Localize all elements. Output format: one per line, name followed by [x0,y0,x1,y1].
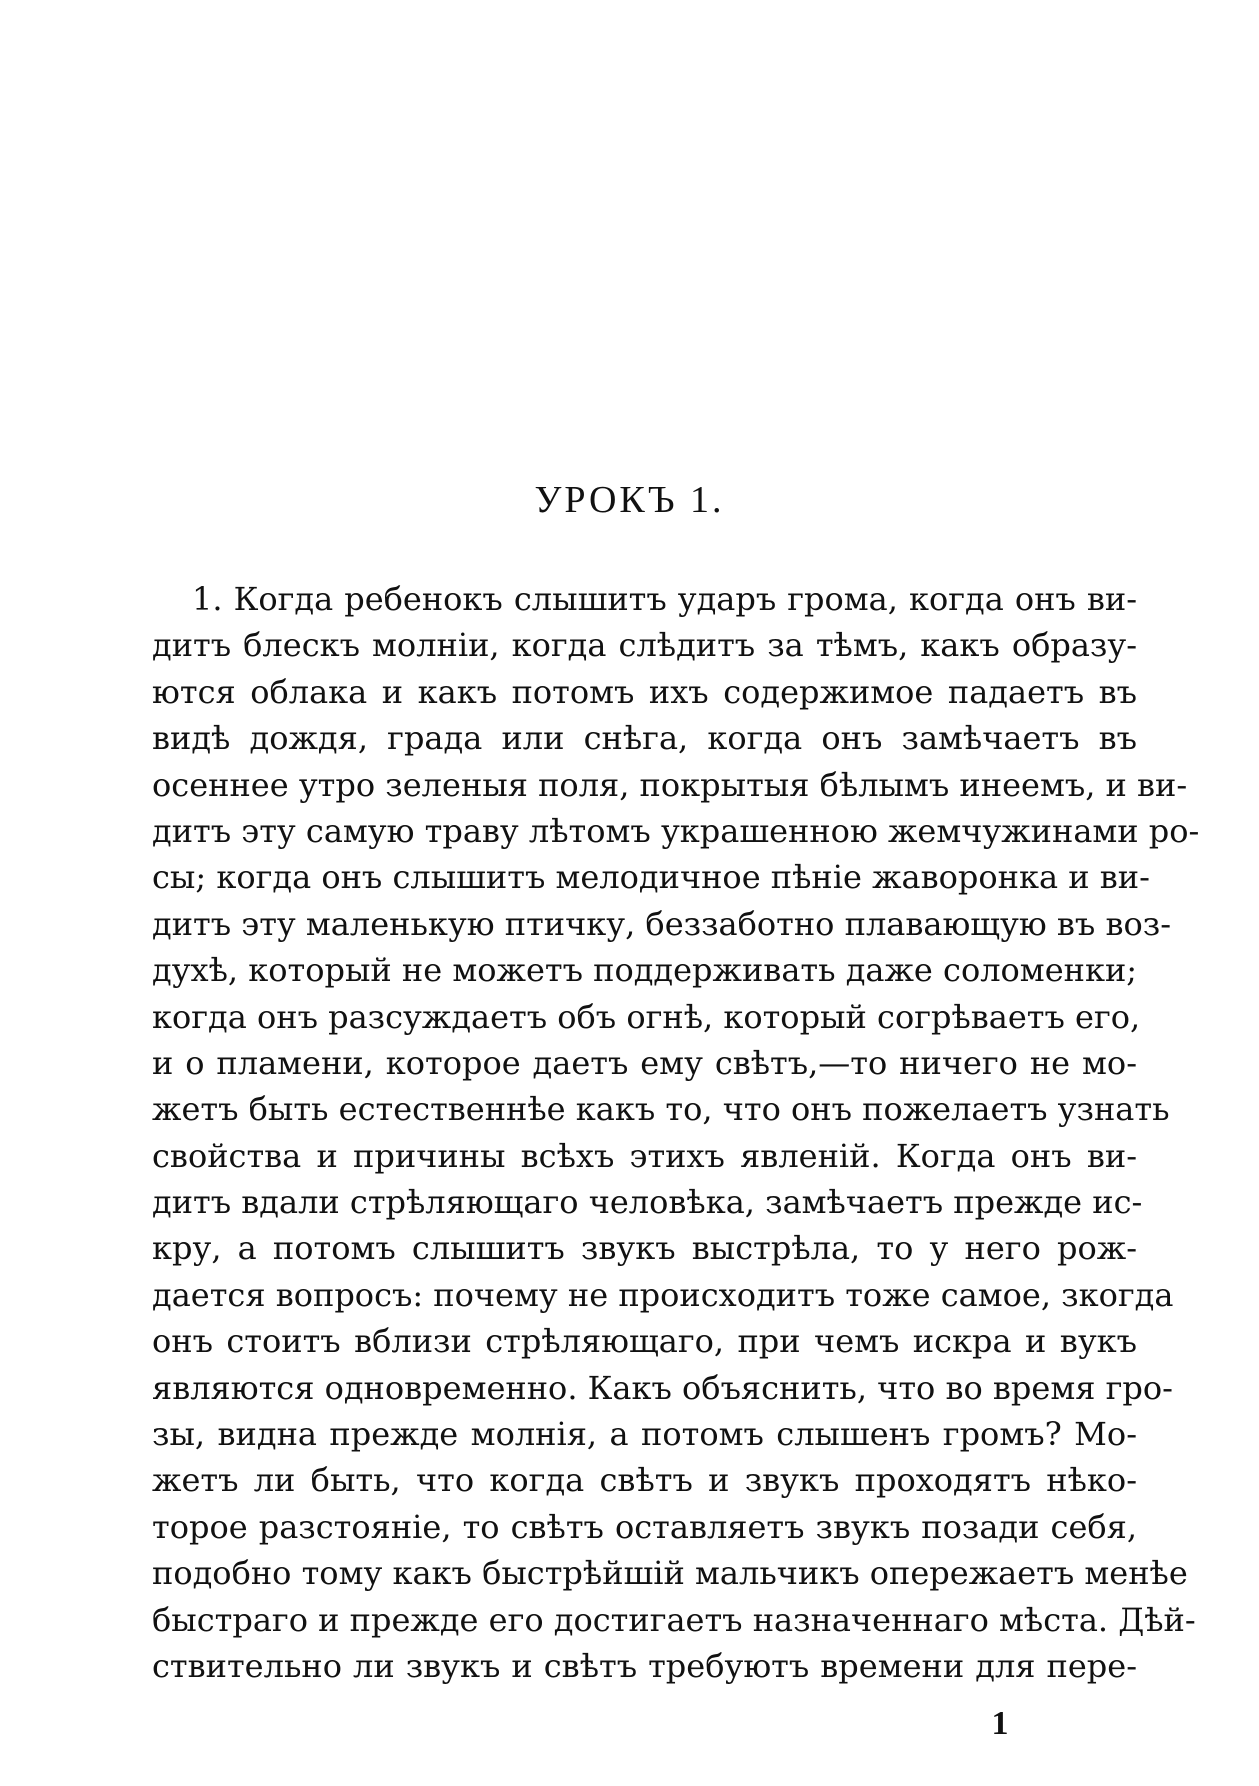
text-line: торое разстояніе, то свѣтъ оставляетъ звукъ позади себя, [152,1507,1137,1546]
text-line: когда онъ разсуждаетъ объ огнѣ, который согрѣваетъ его, [152,997,1141,1036]
text-line: свойства и причины всѣхъ этихъ явленій. Когда онъ ви- [152,1136,1137,1175]
text-line: дитъ эту самую траву лѣтомъ украшенною жемчужинами ро- [152,811,1200,850]
text-line: видѣ дождя, града или снѣга, когда онъ замѣчаетъ въ [152,719,1137,758]
text-line: осеннее утро зеленыя поля, покрытыя бѣлымъ инеемъ, и ви- [152,765,1188,804]
text-line: жетъ ли быть, что когда свѣтъ и звукъ проходятъ нѣко- [152,1461,1137,1500]
text-line: духѣ, который не можетъ поддерживать даже соломенки; [152,951,1138,990]
text-line: зы, видна прежде молнія, а потомъ слышенъ громъ? Мо- [152,1415,1137,1454]
text-line: кру, а потомъ слышитъ звукъ выстрѣла, то у него рож- [152,1229,1137,1268]
text-line: подобно тому какъ быстрѣйшій мальчикъ опережаетъ менѣе [152,1554,1188,1593]
text-line: 1. Когда ребенокъ слышитъ ударъ грома, когда онъ ви- [192,580,1137,618]
text-line: дается вопросъ: почему не происходитъ тоже самое, зкогда [152,1275,1174,1314]
text-line: ются облака и какъ потомъ ихъ содержимое падаетъ въ [152,672,1137,711]
text-line: дитъ блескъ молніи, когда слѣдитъ за тѣмъ, какъ образу- [152,626,1137,665]
paragraph [152,576,1200,1689]
text-line: являются одновременно. Какъ объяснить, что во время гро- [152,1368,1173,1407]
lesson-heading: УРОКЪ 1. [534,479,725,521]
text-line: и о пламени, которое даетъ ему свѣтъ,—то ничего не мо- [152,1043,1137,1082]
text-line: жетъ быть естественнѣе какъ то, что онъ пожелаетъ узнать [152,1090,1170,1129]
text-line: ствительно ли звукъ и свѣтъ требуютъ времени для пере- [152,1646,1137,1685]
text-line: дитъ вдали стрѣляющаго человѣка, замѣчаетъ прежде ис- [152,1183,1143,1222]
page-number: 1 [991,1705,1009,1742]
text-line: сы; когда онъ слышитъ мелодичное пѣніе жаворонка и ви- [152,858,1150,897]
text-line: онъ стоитъ вблизи стрѣляющаго, при чемъ искра и вукъ [152,1322,1137,1361]
text-line: быстраго и прежде его достигаетъ назначеннаго мѣста. Дѣй- [152,1600,1196,1639]
text-line: дитъ эту маленькую птичку, беззаботно плавающую въ воз- [152,904,1171,943]
